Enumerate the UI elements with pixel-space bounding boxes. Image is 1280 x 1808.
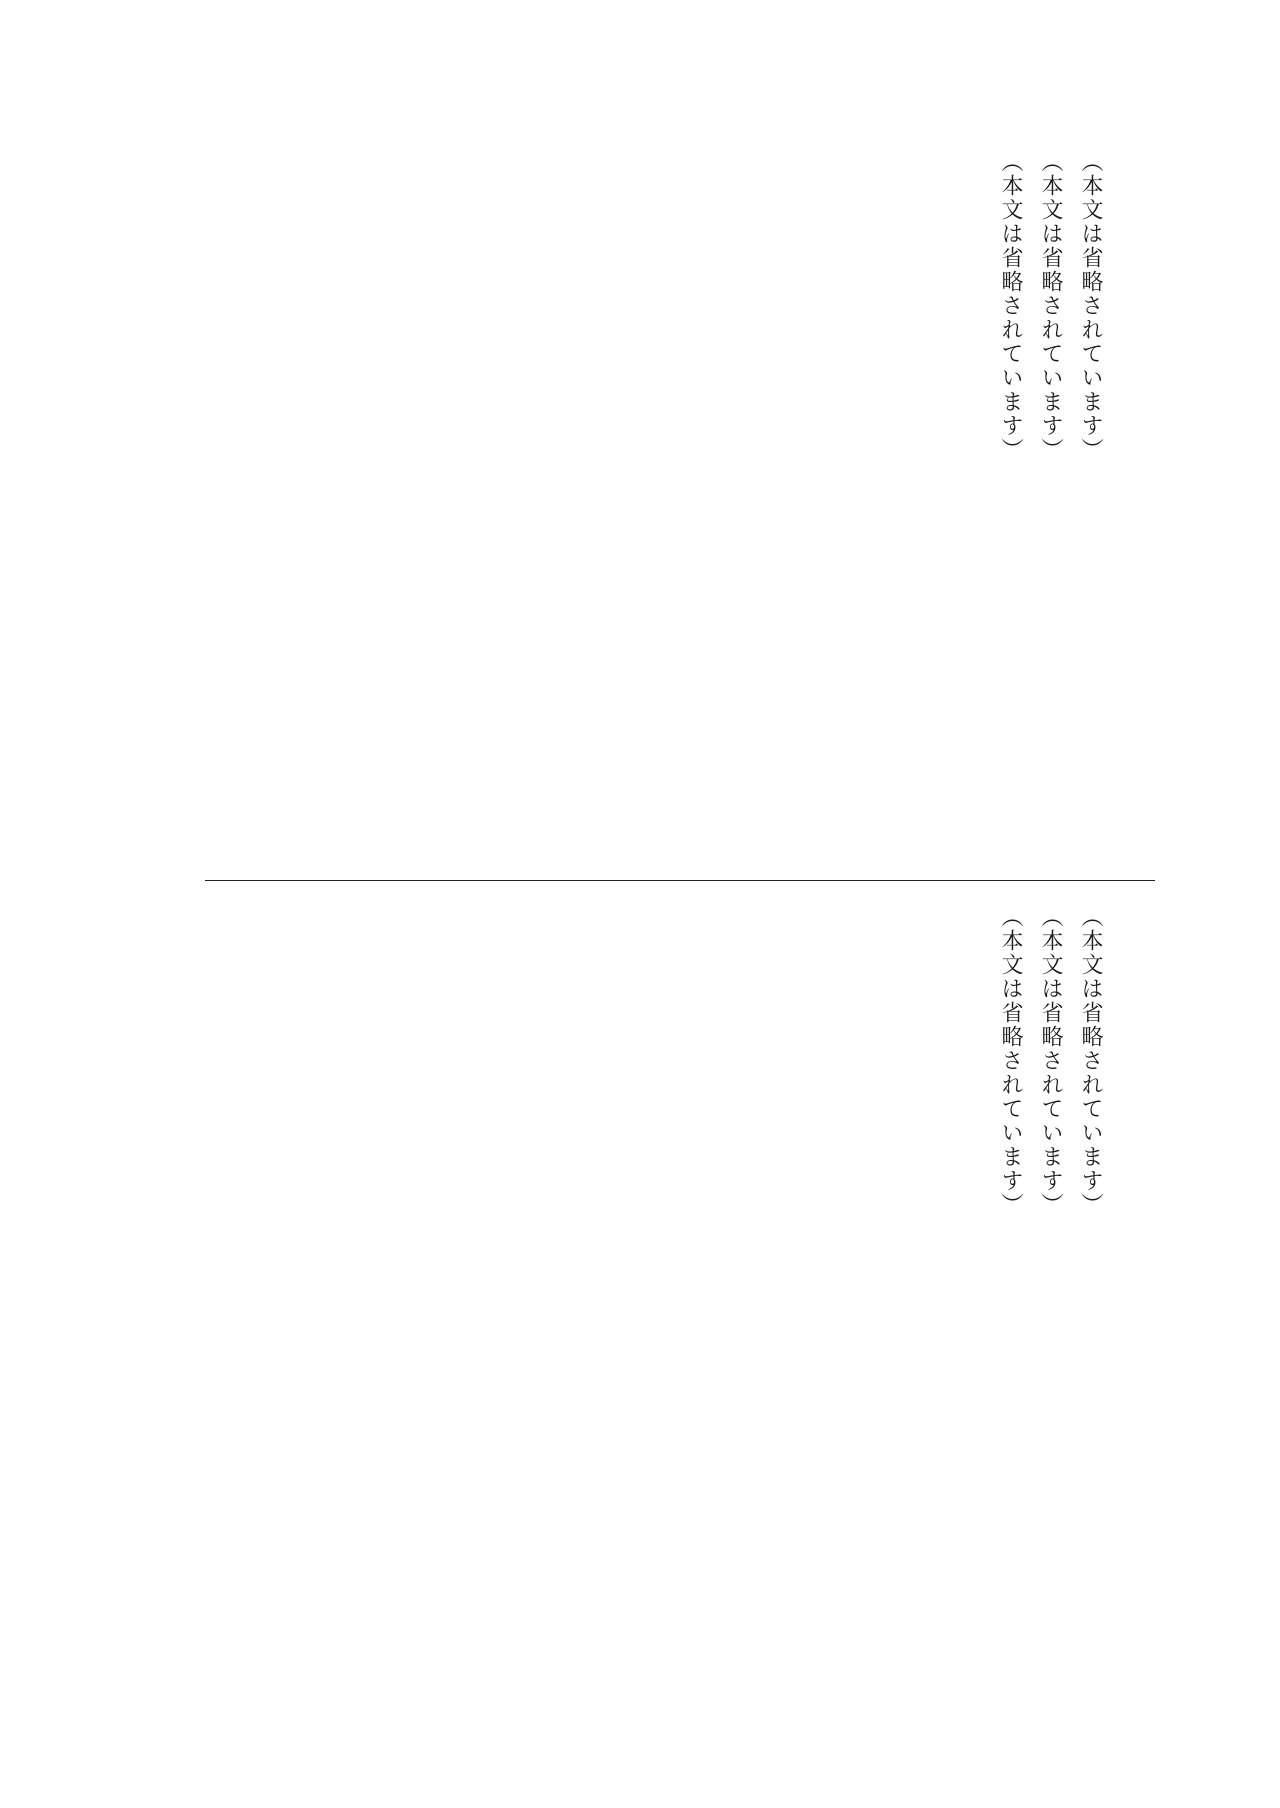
paragraph: （本文は省略されています） [998,150,1023,462]
paragraph: （本文は省略されています） [1038,905,1063,1217]
paragraph: （本文は省略されています） [1078,905,1103,1217]
text-block-top [170,150,1110,850]
paragraph: （本文は省略されています） [998,905,1023,1217]
paragraph: （本文は省略されています） [1038,150,1063,462]
tier-divider [205,880,1155,881]
paragraph: （本文は省略されています） [1078,150,1103,462]
text-block-bottom [170,905,1110,1605]
